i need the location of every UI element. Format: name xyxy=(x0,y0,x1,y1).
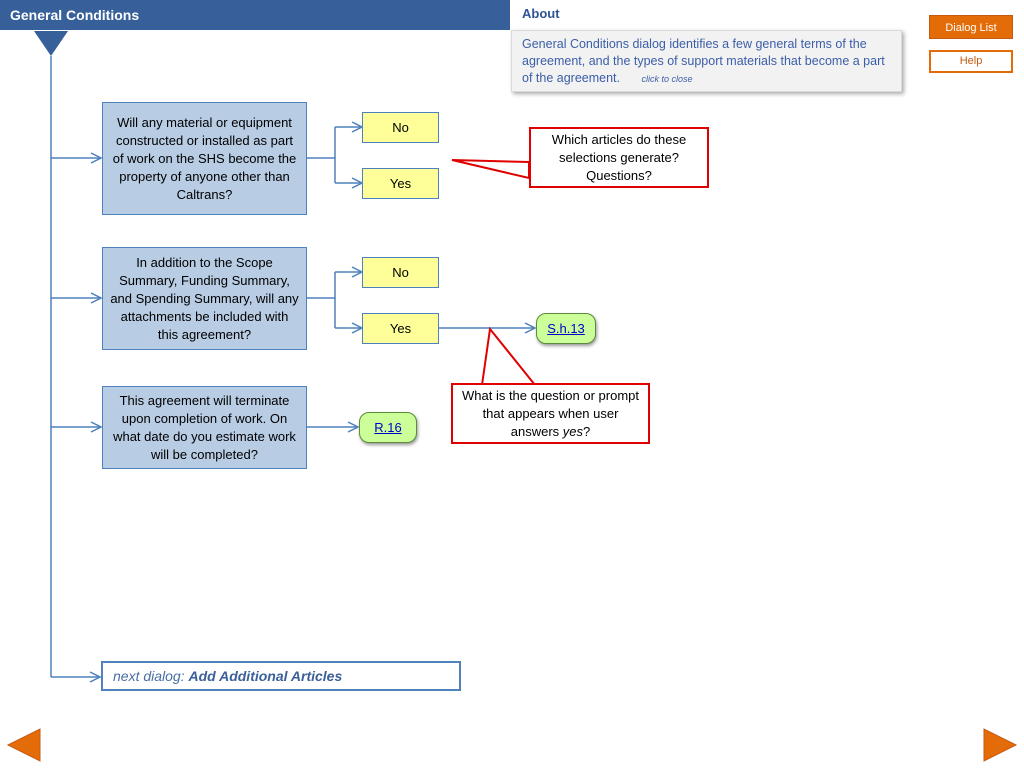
answer-yes-property[interactable]: Yes xyxy=(362,168,439,199)
answer-no-property[interactable]: No xyxy=(362,112,439,143)
link-r16-text[interactable]: R.16 xyxy=(374,420,402,435)
link-sh13-text[interactable]: S.h.13 xyxy=(547,321,585,336)
link-r16[interactable] xyxy=(359,412,417,443)
about-title: About xyxy=(522,6,560,21)
next-page-button[interactable] xyxy=(982,727,1018,763)
click-to-close[interactable]: click to close xyxy=(641,74,693,84)
question-box-property: Will any material or equipment constructed or installed as part of work on the SHS become the property of anyone other than Caltrans? xyxy=(102,102,307,215)
callout-articles-tail xyxy=(452,160,529,178)
link-sh13[interactable] xyxy=(536,313,596,344)
header-pointer xyxy=(34,31,68,56)
callout-prompt xyxy=(451,383,650,444)
about-panel[interactable] xyxy=(511,30,902,92)
callout-prompt-text: What is the question or prompt that appears when user answers xyxy=(461,387,640,439)
answer-yes-attachments[interactable]: Yes xyxy=(362,313,439,344)
about-text: General Conditions dialog identifies a few general terms of the agreement, and the types of support materials that become a part of the agreement. xyxy=(522,37,885,85)
answer-no-attachments[interactable]: No xyxy=(362,257,439,288)
next-dialog-name[interactable]: Add Additional Articles xyxy=(188,668,343,684)
next-dialog-link[interactable] xyxy=(101,661,461,691)
question-box-completion: This agreement will terminate upon completion of work. On what date do you estimate work will be completed? xyxy=(102,386,307,469)
callout-prompt-yes: yes xyxy=(562,423,584,439)
prev-page-button[interactable] xyxy=(6,727,42,763)
question-box-attachments: In addition to the Scope Summary, Funding Summary, and Spending Summary, will any attachments be included with this agreement? xyxy=(102,247,307,350)
callout-prompt-end: ? xyxy=(583,423,591,439)
callout-prompt-tail xyxy=(482,329,535,385)
callout-articles: Which articles do these selections generate? Questions? xyxy=(529,127,709,188)
dialog-list-button[interactable]: Dialog List xyxy=(929,15,1013,39)
help-button[interactable]: Help xyxy=(929,50,1013,73)
next-dialog-prefix: next dialog: xyxy=(113,668,185,684)
page-title: General Conditions xyxy=(0,0,510,30)
